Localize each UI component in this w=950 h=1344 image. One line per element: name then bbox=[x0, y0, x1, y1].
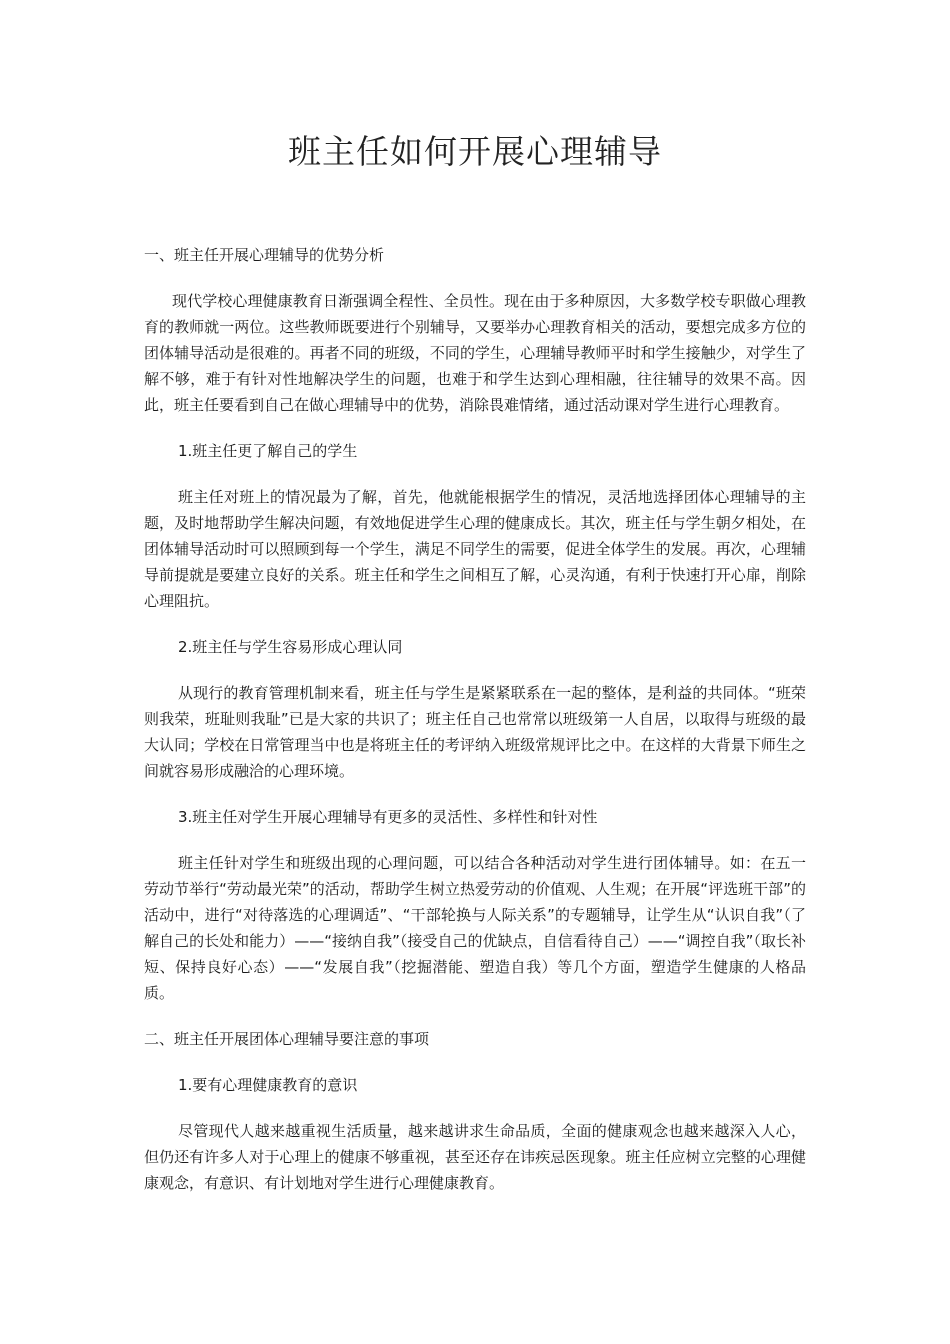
section-1-intro-paragraph: 现代学校心理健康教育日渐强调全程性、全员性。现在由于多种原因，大多数学校专职做心理教育的教师就一两位。这些教师既要进行个别辅导，又要举办心理教育相关的活动，要想完成多方位的团体辅导活动是很难的。再者不同的班级，不同的学生，心理辅导教师平时和学生接触少，对学生了解不够，难于有针对性地解决学生的问题，也难于和学生达到心理相融，往往辅导的效果不高。因此，班主任要看到自己在做心理辅导中的优势，消除畏难情绪，通过活动课对学生进行心理教育。 bbox=[144, 292, 806, 414]
section-1-item-2-paragraph: 从现行的教育管理机制来看，班主任与学生是紧紧联系在一起的整体，是利益的共同体。“班荣则我荣，班耻则我耻”已是大家的共识了；班主任自己也常常以班级第一人自居，以取得与班级的最大认同；学校在日常管理当中也是将班主任的考评纳入班级常规评比之中。在这样的大背景下师生之间就容易形成融洽的心理环境。 bbox=[144, 684, 806, 780]
document-body bbox=[144, 242, 806, 1216]
section-2-item-1-paragraph: 尽管现代人越来越重视生活质量，越来越讲求生命品质，全面的健康观念也越来越深入人心，但仍还有许多人对于心理上的健康不够重视，甚至还存在讳疾忌医现象。班主任应树立完整的心理健康观念，有意识、有计划地对学生进行心理健康教育。 bbox=[144, 1122, 806, 1192]
page-title: 班主任如何开展心理辅导 bbox=[288, 132, 662, 171]
section-1-item-1-paragraph: 班主任对班上的情况最为了解，首先，他就能根据学生的情况，灵活地选择团体心理辅导的主题，及时地帮助学生解决问题，有效地促进学生心理的健康成长。其次，班主任与学生朝夕相处，在团体辅导活动时可以照顾到每一个学生，满足不同学生的需要，促进全体学生的发展。再次，心理辅导前提就是要建立良好的关系。班主任和学生之间相互了解，心灵沟通，有利于快速打开心扉，削除心理阻抗。 bbox=[144, 488, 806, 610]
section-2-item-1-heading: 1.要有心理健康教育的意识 bbox=[178, 1076, 358, 1094]
section-1-item-3-heading: 3.班主任对学生开展心理辅导有更多的灵活性、多样性和针对性 bbox=[178, 808, 598, 826]
section-1-item-2-heading: 2.班主任与学生容易形成心理认同 bbox=[178, 638, 403, 656]
section-1-item-1-heading: 1.班主任更了解自己的学生 bbox=[178, 442, 358, 460]
section-1-item-3-paragraph: 班主任针对学生和班级出现的心理问题，可以结合各种活动对学生进行团体辅导。如：在五一劳动节举行“劳动最光荣”的活动，帮助学生树立热爱劳动的价值观、人生观；在开展“评选班干部”的活动中，进行“对待落选的心理调适”、“干部轮换与人际关系”的专题辅导，让学生从“认识自我”（了解自己的长处和能力）——“接纳自我”（接受自己的优缺点，自信看待自己）——“调控自我”（取长补短、保持良好心态）——“发展自我”（挖掘潜能、塑造自我）等几个方面，塑造学生健康的人格品质。 bbox=[144, 854, 806, 1002]
section-2-heading: 二、班主任开展团体心理辅导要注意的事项 bbox=[144, 1030, 430, 1048]
section-1-heading: 一、班主任开展心理辅导的优势分析 bbox=[144, 246, 385, 264]
